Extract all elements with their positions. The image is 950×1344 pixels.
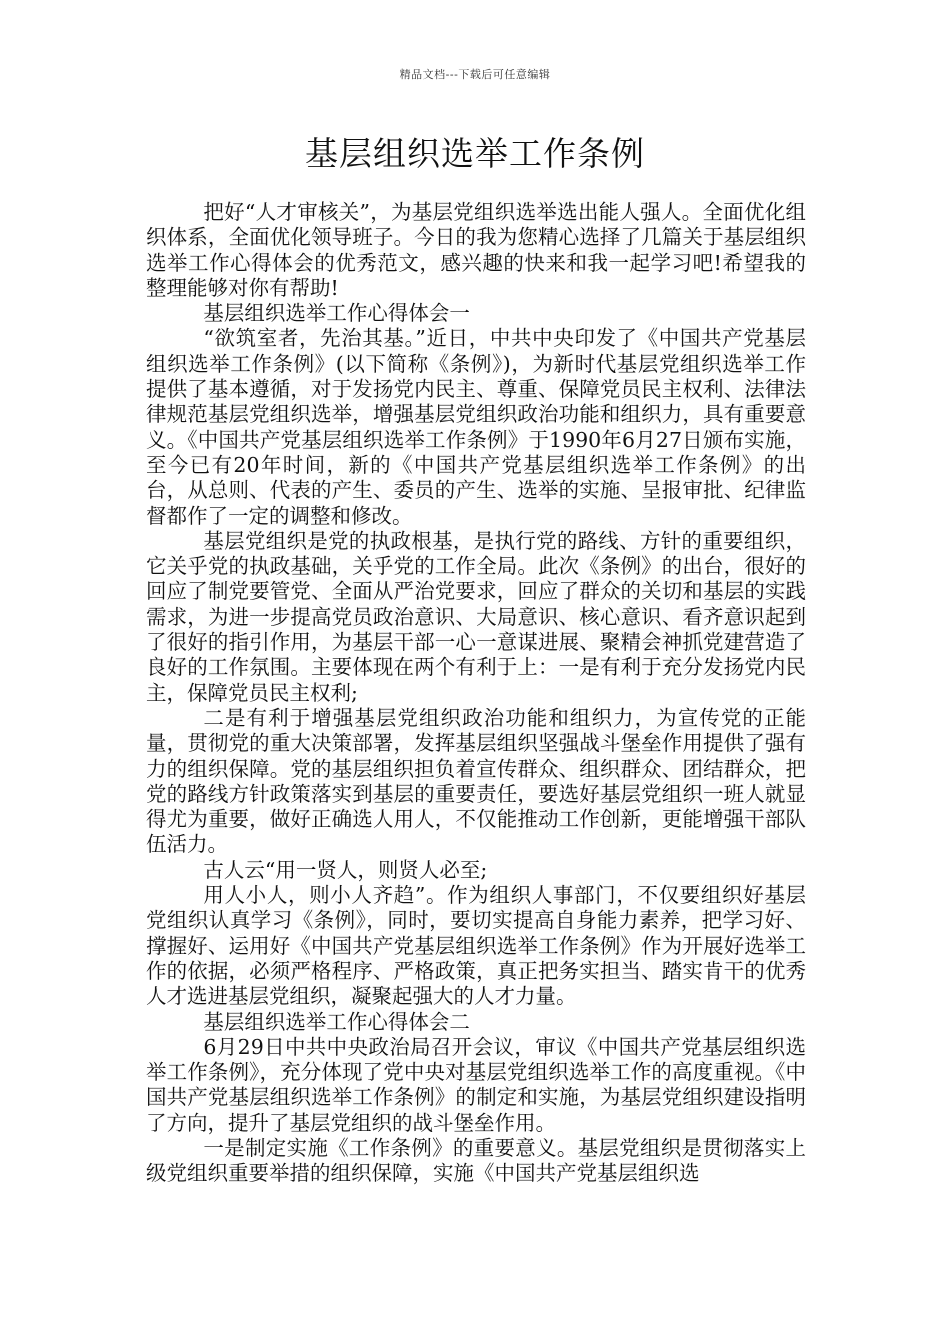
document-title: 基层组织选举工作条例 bbox=[305, 134, 645, 173]
paragraph-intro: 把好“人才审核关”，为基层党组织选举选出能人强人。全面优化组织体系，全面优化领导班子。今日的我为您精心选择了几篇关于基层组织选举工作心得体会的优秀范文，感兴趣的快来和我一起学习吧!希望我的整理能够对你有帮助! bbox=[146, 200, 806, 300]
paragraph: 古人云“用一贤人，则贤人必至; bbox=[203, 857, 488, 882]
paragraph: 基层党组织是党的执政根基，是执行党的路线、方针的重要组织，它关乎党的执政基础，关乎党的工作全局。此次《条例》的出台，很好的回应了制党要管党、全面从严治党要求，回应了群众的关切和基层的实践需求，为进一步提高党员政治意识、大局意识、核心意识、看齐意识起到了很好的指引作用，为基层干部一心一意谋进展、聚精会神抓党建营造了良好的工作氛围。主要体现在两个有利于上：一是有利于充分发扬党内民主，保障党员民主权利; bbox=[146, 528, 806, 705]
section-heading-2: 基层组织选举工作心得体会二 bbox=[203, 1009, 470, 1034]
paragraph: 一是制定实施《工作条例》的重要意义。基层党组织是贯彻落实上级党组织重要举措的组织保障，实施《中国共产党基层组织选 bbox=[146, 1135, 806, 1186]
paragraph: 6月29日中共中央政治局召开会议，审议《中国共产党基层组织选举工作条例》，充分体现了党中央对基层党组织选举工作的高度重视。《中国共产党基层组织选举工作条例》的制定和实施，为基层党组织建设指明了方向，提升了基层党组织的战斗堡垒作用。 bbox=[146, 1034, 806, 1135]
paragraph: 用人小人，则小人齐趋”。作为组织人事部门，不仅要组织好基层党组织认真学习《条例》，同时，要切实提高自身能力素养，把学习好、撑握好、运用好《中国共产党基层组织选举工作条例》作为开展好选举工作的依据，必须严格程序、严格政策，真正把务实担当、踏实肯干的优秀人才选进基层党组织，凝聚起强大的人才力量。 bbox=[146, 883, 806, 1009]
section-heading-1: 基层组织选举工作心得体会一 bbox=[203, 301, 470, 326]
paragraph: 二是有利于增强基层党组织政治功能和组织力，为宣传党的正能量，贯彻党的重大决策部署，发挥基层组织坚强战斗堡垒作用提供了强有力的组织保障。党的基层组织担负着宣传群众、组织群众、团结群众，把党的路线方针政策落实到基层的重要责任，要选好基层党组织一班人就显得尤为重要，做好正确选人用人，不仅能推动工作创新，更能增强干部队伍活力。 bbox=[146, 705, 806, 857]
paragraph: “欲筑室者，先治其基。”近日，中共中央印发了《中国共产党基层组织选举工作条例》(以下简称《条例》)，为新时代基层党组织选举工作提供了基本遵循，对于发扬党内民主、尊重、保障党员民主权利、法律法律规范基层党组织选举，增强基层党组织政治功能和组织力，具有重要意义。《中国共产党基层组织选举工作条例》于1990年6月27日颁布实施，至今已有20年时间，新的《中国共产党基层组织选举工作条例》的出台，从总则、代表的产生、委员的产生、选举的实施、呈报审批、纪律监督都作了一定的调整和修改。 bbox=[146, 326, 806, 528]
header-note: 精品文档---下载后可任意编辑 bbox=[399, 68, 551, 81]
document-body bbox=[146, 200, 806, 1187]
